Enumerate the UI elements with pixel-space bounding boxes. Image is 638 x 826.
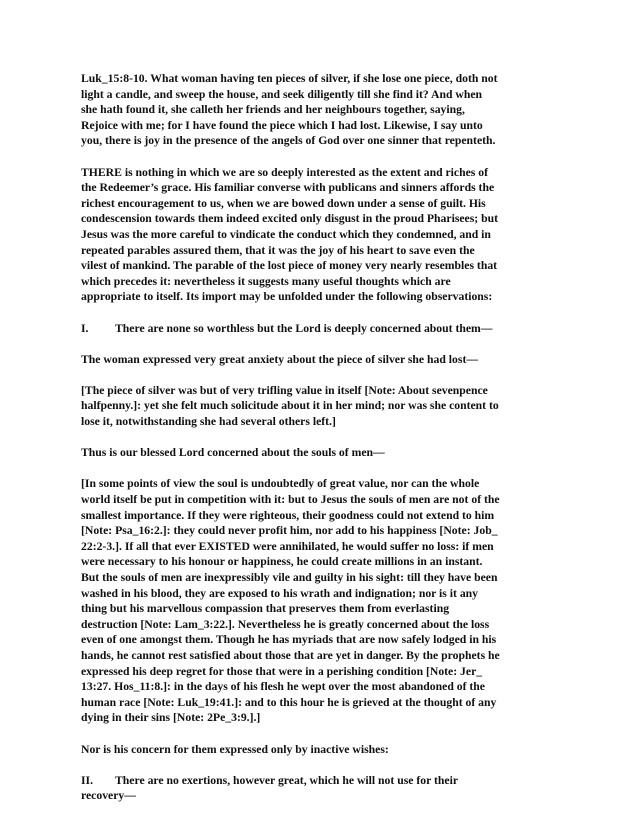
text-line: thing but his marvellous compassion that preserves them from everlasting <box>81 602 450 616</box>
text-line: But the souls of men are inexpressibly vile and guilty in his sight: till they have been <box>81 571 498 584</box>
text-line: were necessary to his honour or happiness, he could create millions in an instant. <box>81 555 483 569</box>
text-line: Rejoice with me; for I have found the piece which I had lost. Likewise, I say unto <box>81 118 483 132</box>
section-heading-2 <box>81 773 556 804</box>
text-line: [Note: Psa_16:2.]: they could never profit him, nor add to his happiness [Note: Job_ <box>81 524 498 538</box>
text-line: condescension towards them indeed excited only disgust in the proud Pharisees; but <box>81 212 498 226</box>
text-line: world itself be put in competition with it: but to Jesus the souls of men are not of the <box>81 493 500 507</box>
text-line: the Redeemer’s grace. His familiar converse with publicans and sinners affords the <box>81 181 495 195</box>
introduction-paragraph <box>81 165 556 305</box>
text-line: Jesus was the more careful to vindicate the conduct which they condemned, and in <box>81 227 491 241</box>
text-line: repeated parables assured them, that it was the joy of his heart to save even the <box>81 243 475 257</box>
text-line: THERE is nothing in which we are so deeply interested as the extent and riches of <box>81 165 489 179</box>
souls-of-men-paragraph <box>81 476 556 726</box>
text-line: washed in his blood, they are exposed to his wrath and indignation; nor is it any <box>81 586 479 600</box>
text-line: destruction [Note: Lam_3:22.]. Nevertheless he is greatly concerned about the loss <box>81 617 490 631</box>
heading-line <box>81 321 556 337</box>
text-line: she hath found it, she calleth her friends and her neighbours together, saying, <box>81 103 465 117</box>
text-line: appropriate to itself. Its import may be unfolded under the following observations: <box>81 290 493 304</box>
heading-number: I. <box>81 321 89 335</box>
piece-of-silver-paragraph <box>81 383 556 430</box>
heading-text: There are none so worthless but the Lord is deeply concerned about them— <box>115 321 493 335</box>
text-line: [The piece of silver was but of very trifling value in itself [Note: About sevenpence <box>81 383 488 397</box>
heading-line: recovery— <box>81 789 136 803</box>
text-line: expressed his deep regret for those that were in a perishing condition [Note: Jer_ <box>81 664 483 678</box>
section-heading-1 <box>81 321 556 337</box>
text-line: Thus is our blessed Lord concerned about the souls of men— <box>81 446 385 460</box>
text-line: you, there is joy in the presence of the angels of God over one sinner that repenteth. <box>81 134 496 148</box>
text-line: even of one amongst them. Though he has myriads that are now safely lodged in his <box>81 633 497 647</box>
woman-anxiety-paragraph <box>81 352 556 368</box>
text-line: [In some points of view the soul is undoubtedly of great value, nor can the whole <box>81 477 480 491</box>
text-line: light a candle, and sweep the house, and seek diligently till she find it? And when <box>81 87 483 101</box>
text-line: The woman expressed very great anxiety about the piece of silver she had lost— <box>81 352 479 366</box>
inactive-wishes-paragraph <box>81 742 556 758</box>
text-line: 22:2-3.]. If all that ever EXISTED were annihilated, he would suffer no loss: if men <box>81 539 494 553</box>
scripture-passage <box>81 71 556 149</box>
document-body <box>81 71 556 820</box>
text-line: which precedes it: nevertheless it suggests many useful thoughts which are <box>81 274 451 288</box>
heading-number: II. <box>81 773 94 787</box>
text-line: human race [Note: Luk_19:41.]: and to this hour he is grieved at the thought of any <box>81 695 497 709</box>
text-line: richest encouragement to us, when we are bowed down under a sense of guilt. His <box>81 196 486 210</box>
text-line: hands, he cannot rest satisfied about those that are yet in danger. By the prophets he <box>81 648 500 662</box>
text-line: smallest importance. If they were righteous, their goodness could not extend to him <box>81 508 495 522</box>
text-line: dying in their sins [Note: 2Pe_3:9.].] <box>81 711 261 725</box>
text-line: vilest of mankind. The parable of the lost piece of money very nearly resembles that <box>81 259 498 273</box>
heading-line <box>81 773 556 789</box>
text-line: 13:27. Hos_11:8.]: in the days of his flesh he wept over the most abandoned of the <box>81 680 485 694</box>
text-line: lose it, notwithstanding she had several others left.] <box>81 415 336 429</box>
lord-concerned-paragraph <box>81 445 556 461</box>
text-line: Luk_15:8-10. What woman having ten pieces of silver, if she lose one piece, doth not <box>81 72 498 85</box>
text-line: halfpenny.]: yet she felt much solicitude about it in her mind; nor was she content to <box>81 399 499 413</box>
heading-text: There are no exertions, however great, which he will not use for their <box>115 773 459 787</box>
text-line: Nor is his concern for them expressed only by inactive wishes: <box>81 742 389 756</box>
